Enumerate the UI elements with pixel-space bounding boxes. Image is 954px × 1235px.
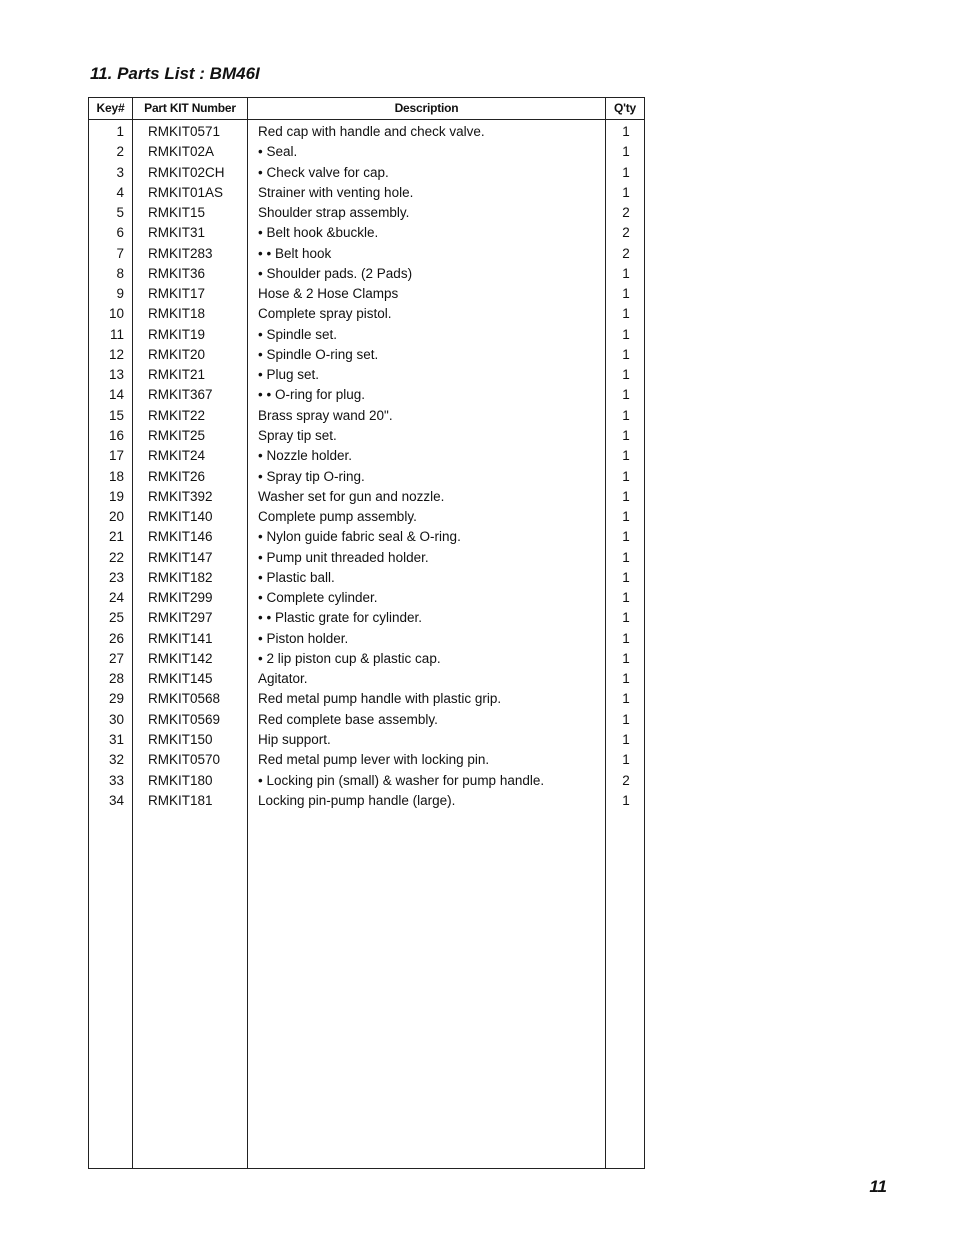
qty-cell: 1 xyxy=(622,630,630,646)
description-cell: • • Plastic grate for cylinder. xyxy=(258,610,423,626)
description-cell: Red cap with handle and check valve. xyxy=(258,124,485,139)
qty-cell: 1 xyxy=(622,610,630,626)
part-number-cell: RMKIT141 xyxy=(148,630,213,646)
key-cell: 12 xyxy=(108,346,124,362)
part-number-cell: RMKIT182 xyxy=(148,569,213,585)
description-cell: Brass spray wand 20". xyxy=(258,407,393,423)
description-cell: • Nylon guide fabric seal & O-ring. xyxy=(258,529,461,545)
description-cell: Spray tip set. xyxy=(258,427,337,443)
key-cell: 4 xyxy=(116,184,124,200)
table-row xyxy=(89,730,644,750)
table-row xyxy=(89,750,644,770)
description-cell: Complete spray pistol. xyxy=(258,306,392,322)
qty-cell: 1 xyxy=(622,752,630,768)
part-number-cell: RMKIT31 xyxy=(148,225,206,241)
table-row xyxy=(89,284,644,304)
qty-cell: 1 xyxy=(622,326,630,342)
part-number-cell: RMKIT18 xyxy=(148,306,206,322)
part-number-cell: RMKIT02A xyxy=(148,144,215,160)
table-row xyxy=(89,223,644,243)
table-row xyxy=(89,527,644,547)
table-row xyxy=(89,385,644,405)
part-number-cell: RMKIT01AS xyxy=(148,184,224,200)
table-row xyxy=(89,365,644,385)
part-number-cell: RMKIT181 xyxy=(148,792,213,808)
description-cell: • Check valve for cap. xyxy=(258,164,389,180)
table-row xyxy=(89,142,644,162)
key-cell: 3 xyxy=(116,164,124,180)
table-row xyxy=(89,467,644,487)
table-row xyxy=(89,304,644,324)
table-row xyxy=(89,244,644,264)
table-row xyxy=(89,548,644,568)
header-key: Key# xyxy=(96,101,125,115)
key-cell: 23 xyxy=(108,569,124,585)
qty-cell: 1 xyxy=(622,671,630,687)
part-number-cell: RMKIT392 xyxy=(148,488,213,504)
description-cell: Red complete base assembly. xyxy=(258,711,438,727)
table-row xyxy=(89,771,644,791)
description-cell: • Piston holder. xyxy=(258,630,349,646)
description-cell: Locking pin-pump handle (large). xyxy=(258,792,456,808)
table-row xyxy=(89,345,644,365)
key-cell: 8 xyxy=(116,265,124,281)
table-row xyxy=(89,669,644,689)
part-number-cell: RMKIT24 xyxy=(148,448,206,464)
table-row xyxy=(89,487,644,507)
part-number-cell: RMKIT299 xyxy=(148,590,213,606)
description-cell: • Seal. xyxy=(258,144,298,160)
qty-cell: 1 xyxy=(622,650,630,666)
part-number-cell: RMKIT367 xyxy=(148,387,213,403)
key-cell: 6 xyxy=(116,225,124,241)
qty-cell: 1 xyxy=(622,387,630,403)
qty-cell: 1 xyxy=(622,711,630,727)
key-cell: 11 xyxy=(109,326,124,342)
part-number-cell: RMKIT0568 xyxy=(148,691,221,707)
description-cell: • Spindle O-ring set. xyxy=(258,346,379,362)
key-cell: 31 xyxy=(108,731,124,747)
header-part-kit-number: Part KIT Number xyxy=(144,101,236,115)
qty-cell: 1 xyxy=(622,468,630,484)
qty-cell: 1 xyxy=(622,407,630,423)
qty-cell: 1 xyxy=(622,569,630,585)
key-cell: 34 xyxy=(108,792,124,808)
description-cell: • Pump unit threaded holder. xyxy=(258,549,429,565)
key-cell: 25 xyxy=(108,610,124,626)
description-cell: • Plug set. xyxy=(258,367,320,383)
table-header xyxy=(89,98,644,120)
description-cell: Agitator. xyxy=(258,671,308,687)
key-cell: 21 xyxy=(108,529,124,545)
description-cell: • • Belt hook xyxy=(258,245,332,261)
description-cell: Hip support. xyxy=(258,731,331,747)
part-number-cell: RMKIT147 xyxy=(148,549,213,565)
description-cell: • Belt hook &buckle. xyxy=(258,225,379,241)
key-cell: 1 xyxy=(116,124,124,139)
header-description: Description xyxy=(394,101,459,115)
table-row xyxy=(89,588,644,608)
key-cell: 29 xyxy=(108,691,124,707)
part-number-cell: RMKIT297 xyxy=(148,610,213,626)
description-cell: • Spindle set. xyxy=(258,326,338,342)
qty-cell: 1 xyxy=(622,488,630,504)
qty-cell: 1 xyxy=(622,144,630,160)
table-row xyxy=(89,122,644,142)
qty-cell: 1 xyxy=(622,427,630,443)
parts-table xyxy=(88,97,645,1169)
key-cell: 16 xyxy=(108,427,124,443)
description-cell: Complete pump assembly. xyxy=(258,509,417,525)
part-number-cell: RMKIT140 xyxy=(148,509,213,525)
part-number-cell: RMKIT21 xyxy=(148,367,206,383)
qty-cell: 2 xyxy=(622,772,630,788)
qty-cell: 1 xyxy=(622,509,630,525)
part-number-cell: RMKIT180 xyxy=(148,772,213,788)
key-cell: 28 xyxy=(108,671,124,687)
part-number-cell: RMKIT02CH xyxy=(148,164,225,180)
key-cell: 10 xyxy=(108,306,124,322)
page-number: 11 xyxy=(869,1177,887,1196)
key-cell: 20 xyxy=(108,509,124,525)
key-cell: 27 xyxy=(108,650,124,666)
part-number-cell: RMKIT146 xyxy=(148,529,213,545)
page-title: 11. Parts List : BM46I xyxy=(90,64,260,83)
table-row xyxy=(89,163,644,183)
key-cell: 26 xyxy=(108,630,124,646)
qty-cell: 1 xyxy=(622,792,630,808)
qty-cell: 1 xyxy=(622,731,630,747)
description-cell: • Plastic ball. xyxy=(258,569,335,585)
key-cell: 19 xyxy=(108,488,124,504)
part-number-cell: RMKIT283 xyxy=(148,245,213,261)
part-number-cell: RMKIT19 xyxy=(148,326,206,342)
part-number-cell: RMKIT36 xyxy=(148,265,206,281)
table-row xyxy=(89,791,644,811)
qty-cell: 1 xyxy=(622,529,630,545)
key-cell: 33 xyxy=(108,772,124,788)
qty-cell: 1 xyxy=(622,448,630,464)
table-row xyxy=(89,608,644,628)
part-number-cell: RMKIT0571 xyxy=(148,124,221,139)
part-number-cell: RMKIT20 xyxy=(148,346,206,362)
part-number-cell: RMKIT0569 xyxy=(148,711,221,727)
table-row xyxy=(89,649,644,669)
part-number-cell: RMKIT22 xyxy=(148,407,206,423)
key-cell: 32 xyxy=(108,752,124,768)
table-row xyxy=(89,406,644,426)
header-qty: Q'ty xyxy=(613,101,637,115)
description-cell: • Spray tip O-ring. xyxy=(258,468,365,484)
qty-cell: 1 xyxy=(622,590,630,606)
table-body xyxy=(89,122,644,811)
description-cell: Washer set for gun and nozzle. xyxy=(258,488,445,504)
table-row xyxy=(89,325,644,345)
table-row xyxy=(89,264,644,284)
qty-cell: 2 xyxy=(622,245,630,261)
qty-cell: 2 xyxy=(622,205,630,221)
part-number-cell: RMKIT25 xyxy=(148,427,206,443)
description-cell: Shoulder strap assembly. xyxy=(258,205,410,221)
part-number-cell: RMKIT26 xyxy=(148,468,206,484)
key-cell: 7 xyxy=(116,245,124,261)
key-cell: 14 xyxy=(108,387,124,403)
qty-cell: 1 xyxy=(622,549,630,565)
description-cell: • Nozzle holder. xyxy=(258,448,353,464)
qty-cell: 2 xyxy=(622,225,630,241)
part-number-cell: RMKIT142 xyxy=(148,650,213,666)
table-row xyxy=(89,568,644,588)
key-cell: 18 xyxy=(108,468,124,484)
part-number-cell: RMKIT145 xyxy=(148,671,213,687)
description-cell: • 2 lip piston cup & plastic cap. xyxy=(258,650,441,666)
table-row xyxy=(89,446,644,466)
table-row xyxy=(89,689,644,709)
key-cell: 30 xyxy=(108,711,124,727)
key-cell: 24 xyxy=(108,590,124,606)
table-row xyxy=(89,710,644,730)
qty-cell: 1 xyxy=(622,124,630,139)
description-cell: • Complete cylinder. xyxy=(258,590,378,606)
key-cell: 13 xyxy=(108,367,124,383)
description-cell: Strainer with venting hole. xyxy=(258,184,414,200)
qty-cell: 1 xyxy=(622,286,630,302)
description-cell: Red metal pump handle with plastic grip. xyxy=(258,691,502,707)
description-cell: • Locking pin (small) & washer for pump handle. xyxy=(258,772,545,788)
qty-cell: 1 xyxy=(622,306,630,322)
qty-cell: 1 xyxy=(622,164,630,180)
table-row xyxy=(89,507,644,527)
description-cell: • • O-ring for plug. xyxy=(258,387,365,403)
key-cell: 22 xyxy=(108,549,124,565)
description-cell: Hose & 2 Hose Clamps xyxy=(258,286,399,302)
table-row xyxy=(89,426,644,446)
qty-cell: 1 xyxy=(622,184,630,200)
table-row xyxy=(89,203,644,223)
part-number-cell: RMKIT15 xyxy=(148,205,206,221)
key-cell: 15 xyxy=(108,407,124,423)
key-cell: 2 xyxy=(116,144,124,160)
key-cell: 17 xyxy=(108,448,124,464)
description-cell: • Shoulder pads. (2 Pads) xyxy=(258,265,413,281)
part-number-cell: RMKIT150 xyxy=(148,731,213,747)
qty-cell: 1 xyxy=(622,691,630,707)
key-cell: 9 xyxy=(116,286,124,302)
qty-cell: 1 xyxy=(622,265,630,281)
qty-cell: 1 xyxy=(622,367,630,383)
table-row xyxy=(89,629,644,649)
part-number-cell: RMKIT0570 xyxy=(148,752,221,768)
qty-cell: 1 xyxy=(622,346,630,362)
description-cell: Red metal pump lever with locking pin. xyxy=(258,752,490,768)
key-cell: 5 xyxy=(116,205,124,221)
table-row xyxy=(89,183,644,203)
part-number-cell: RMKIT17 xyxy=(148,286,206,302)
